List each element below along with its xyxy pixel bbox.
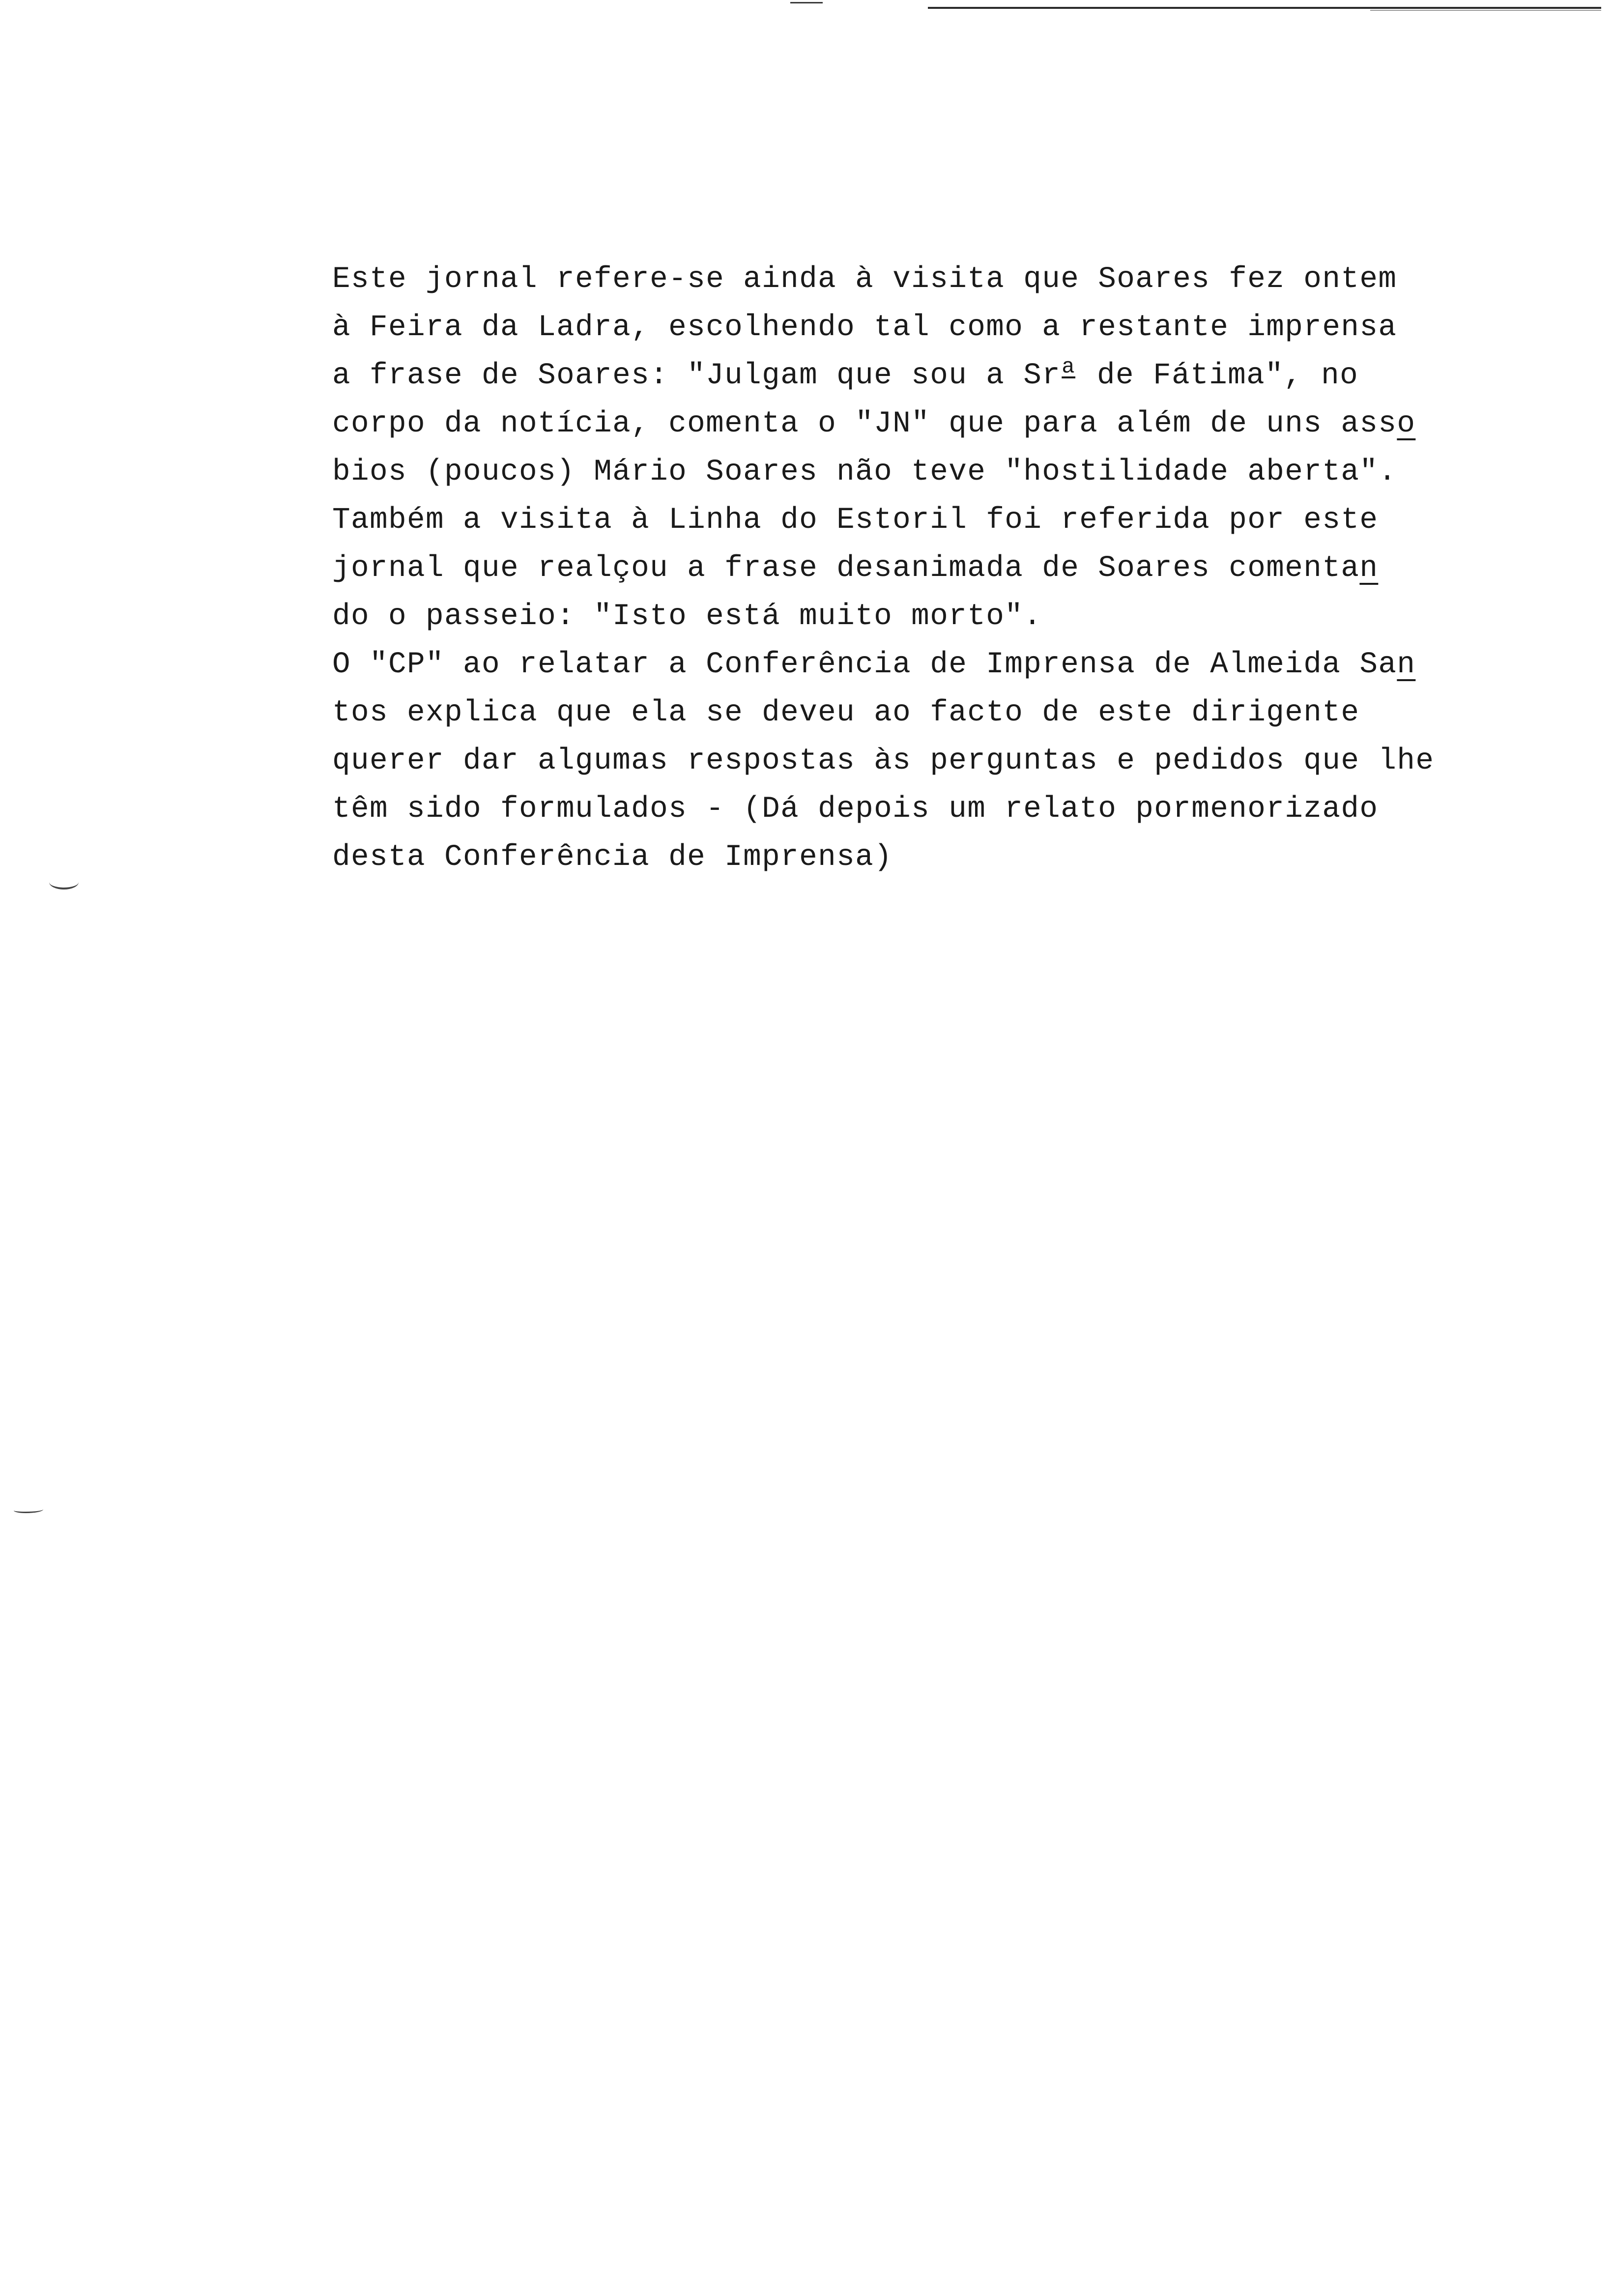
punch-hole-mark-lower [14,1507,43,1513]
ordinal-superscript: a [1062,355,1076,379]
text-line-9 [332,641,1502,689]
text-line-7-start: jornal que realçou a frase desanimada de Soares comenta [332,551,1360,585]
text-line-3 [332,352,1502,400]
text-line-13: desta Conferência de Imprensa) [332,840,893,874]
text-line-1: Este jornal refere-se ainda à visita que Soares fez ontem [332,262,1397,296]
text-line-5: bios (poucos) Mário Soares não teve "hostilidade aberta". [332,455,1397,489]
text-line-6: Também a visita à Linha do Estoril foi referida por este [332,503,1379,537]
text-line-3-end: de Fátima", no [1078,359,1359,393]
hyphenation-underlined-letter: n [1359,551,1379,585]
text-line-12: têm sido formulados - (Dá depois um relato pormenorizado [332,792,1379,826]
text-line-11: querer dar algumas respostas às perguntas e pedidos que lhe [332,744,1435,778]
punch-hole-mark-upper [49,875,79,890]
hyphenation-underlined-letter: o [1397,407,1416,441]
text-line-3-start: a frase de Soares: "Julgam que sou a Sr [332,359,1061,393]
top-edge-rule [928,7,1601,9]
hyphenation-underlined-letter: n [1397,648,1416,682]
text-line-4 [332,400,1502,448]
text-line-2: à Feira da Ladra, escolhendo tal como a restante imprensa [332,311,1397,344]
text-line-9-start: O "CP" ao relatar a Conferência de Imprensa de Almeida Sa [332,648,1397,682]
text-line-8: do o passeio: "Isto está muito morto". [332,600,1042,633]
top-edge-mark [790,2,823,3]
typewritten-text-block [332,256,1502,882]
text-line-4-start: corpo da notícia, comenta o "JN" que para além de uns ass [332,407,1397,441]
text-line-10: tos explica que ela se deveu ao facto de este dirigente [332,696,1360,730]
text-line-7 [332,545,1502,593]
